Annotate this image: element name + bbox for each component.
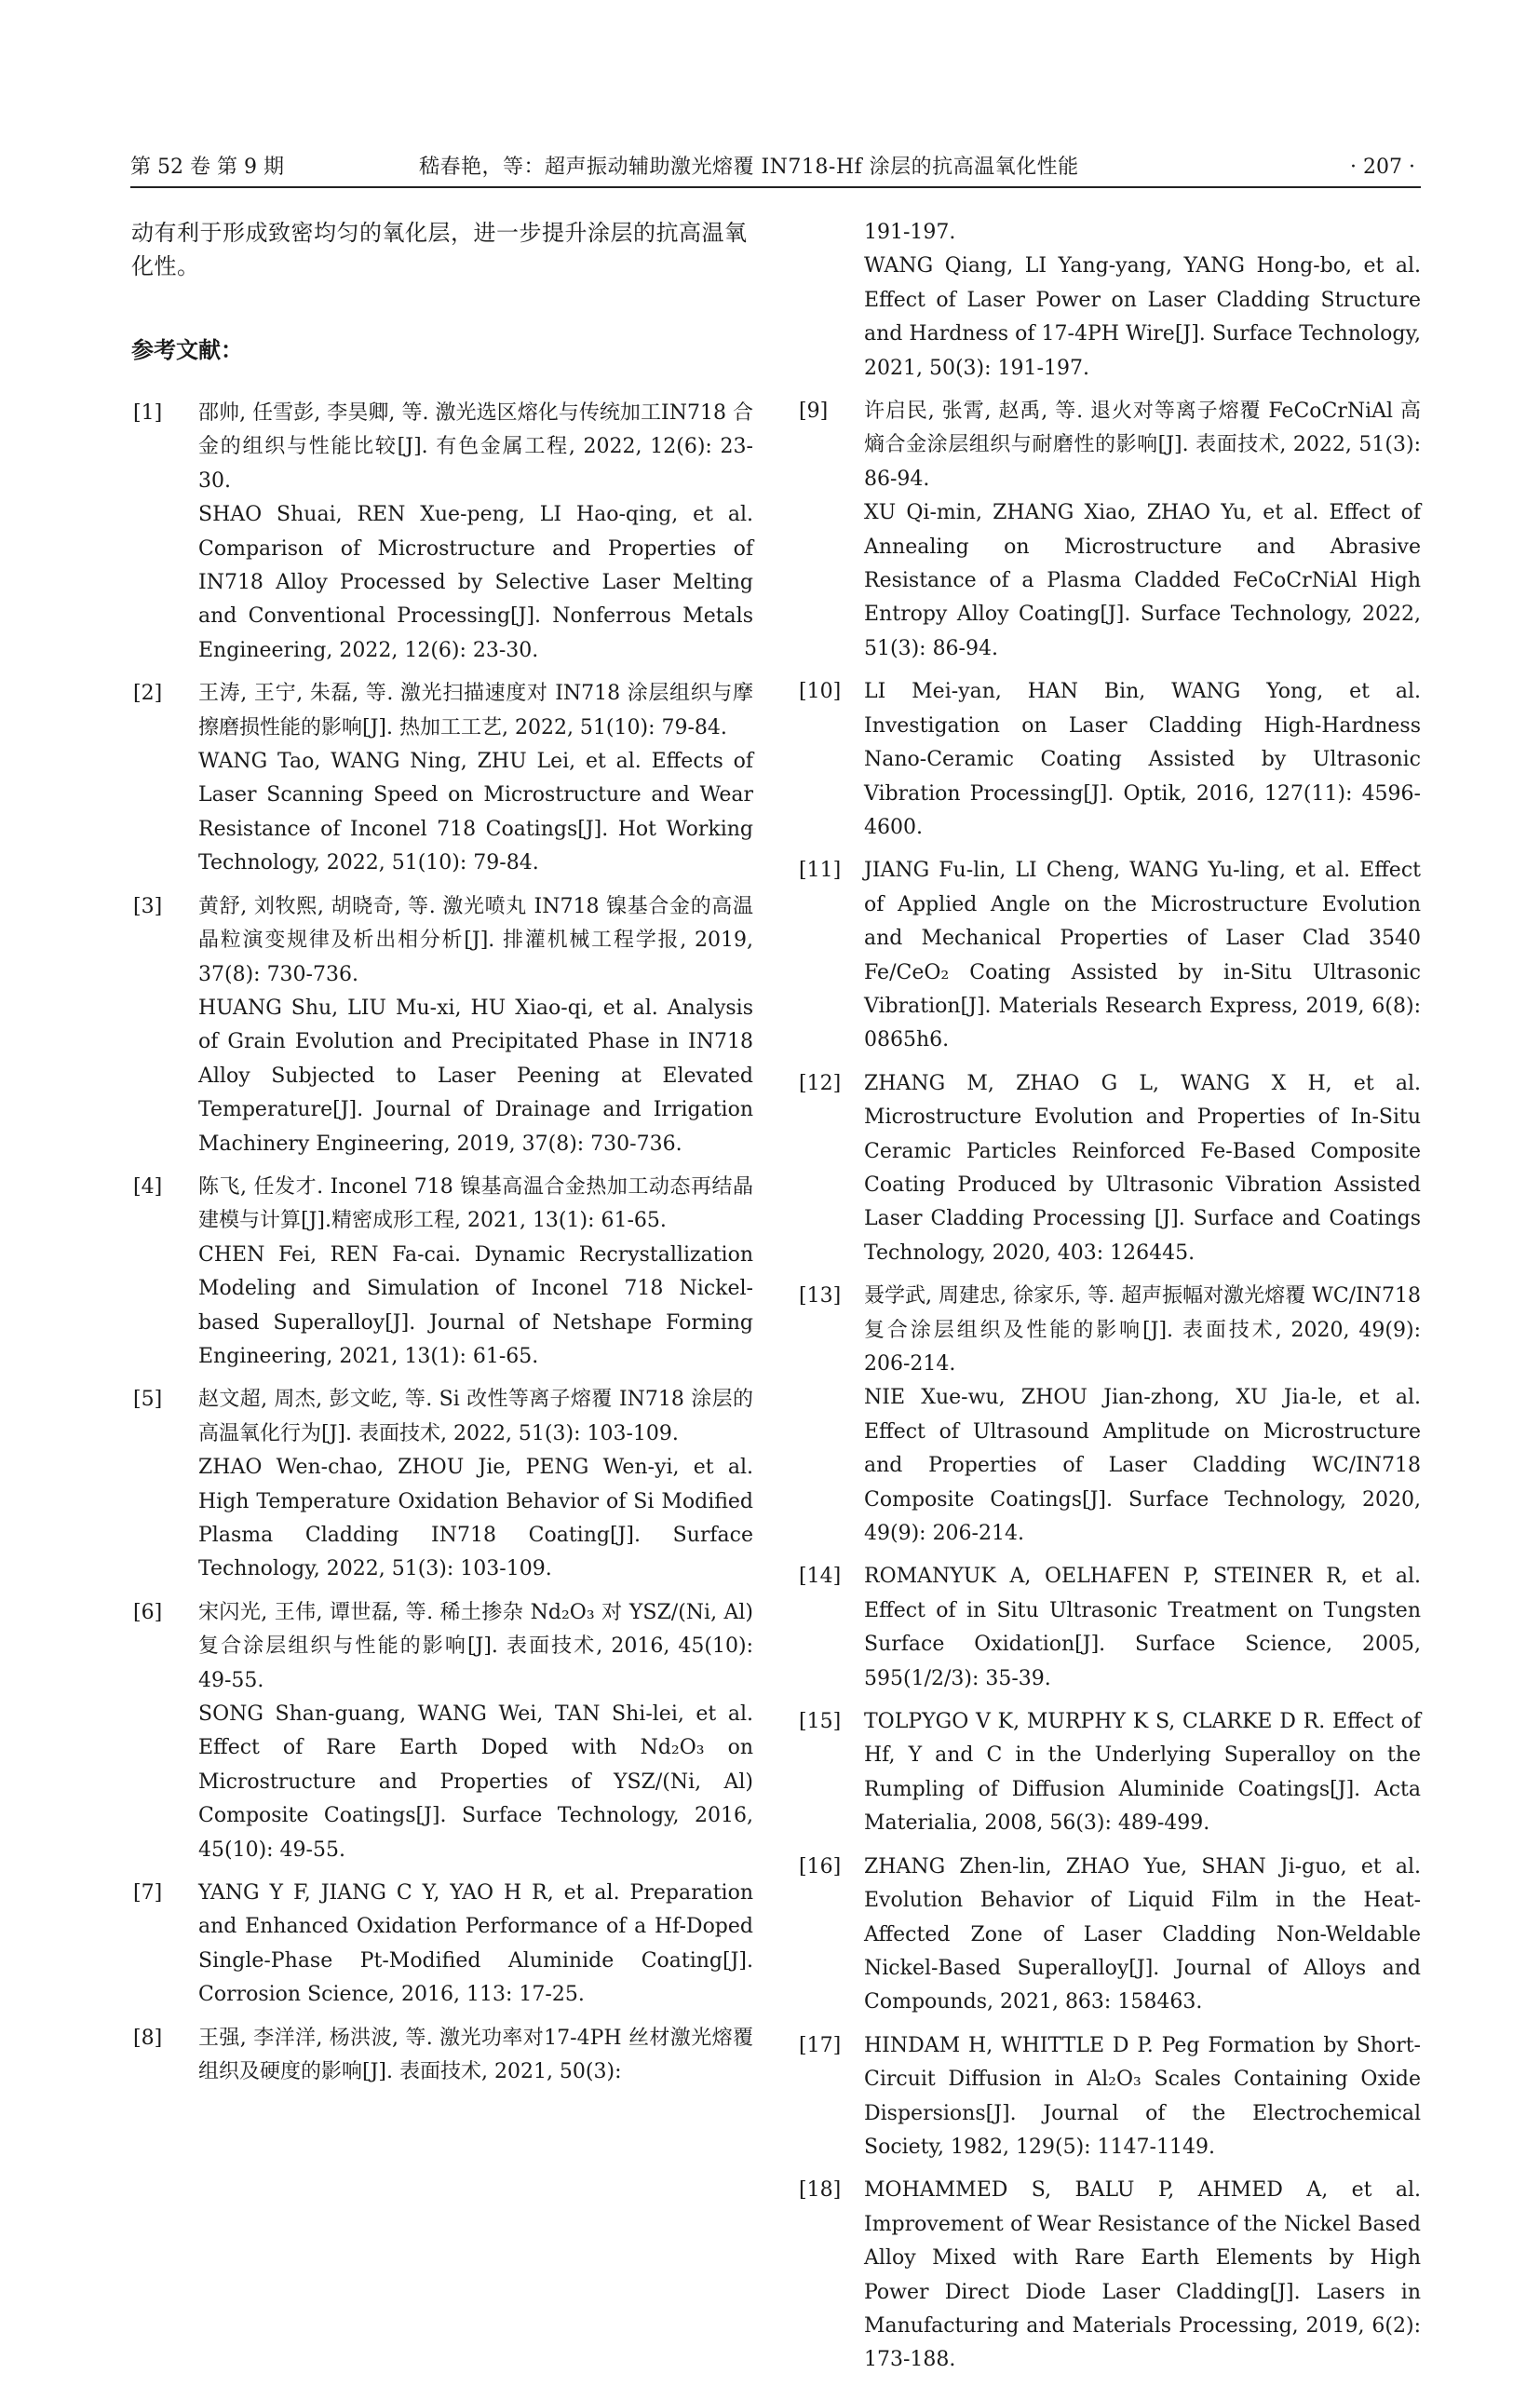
reference-english: XU Qi-min, ZHANG Xiao, ZHAO Yu, et al. Effect of Annealing on Microstructure and Abrasive Resistance of a Plasma Cladded FeCoCrNiAl High Entropy Alloy Coating[J]. Surface Technology, 2022, 51(3): 86-94. bbox=[864, 501, 1421, 660]
reference-chinese: 邵帅, 任雪彭, 李昊卿, 等. 激光选区熔化与传统加工IN718 合金的组织与性能比较[J]. 有色金属工程, 2022, 12(6): 23-30. bbox=[198, 401, 753, 493]
running-header bbox=[130, 149, 1421, 188]
reference-english: LI Mei-yan, HAN Bin, WANG Yong, et al. Investigation on Laser Cladding High-Hardness Nano-Ceramic Coating Assisted by Ultrasonic Vibration Processing[J]. Optik, 2016, 127(11): 4596-4600. bbox=[864, 680, 1421, 839]
reference-number: [18] bbox=[799, 2178, 842, 2203]
reference-chinese: 黄舒, 刘牧熙, 胡晓奇, 等. 激光喷丸 IN718 镍基合金的高温晶粒演变规律及析出相分析[J]. 排灌机械工程学报, 2019, 37(8): 730-736. bbox=[198, 894, 753, 986]
volume-issue: 第 52 卷 第 9 期 bbox=[130, 156, 284, 179]
reference-number: [6] bbox=[133, 1600, 163, 1624]
reference-item bbox=[797, 675, 1421, 845]
references-heading: 参考文献： bbox=[131, 336, 243, 363]
reference-english: ZHANG M, ZHAO G L, WANG X H, et al. Microstructure Evolution and Properties of In-Situ Ceramic Particles Reinforced Fe-Based Composite Coating Produced by Ultrasonic Vibration Assisted Laser Cladding Processing [J]. Surface and Coatings Technology, 2020, 403: 126445. bbox=[864, 1071, 1421, 1265]
reference-number: [13] bbox=[799, 1284, 842, 1309]
reference-continuation-en: WANG Qiang, LI Yang-yang, YANG Hong-bo, et al. Effect of Laser Power on Laser Cladding Structure and Hardness of 17-4PH Wire[J]. Surface Technology, 2021, 50(3): 191-197. bbox=[864, 254, 1421, 380]
reference-item bbox=[797, 395, 1421, 666]
reference-number: [15] bbox=[799, 1710, 842, 1734]
reference-chinese: 陈飞, 任发才. Inconel 718 镍基高温合金热加工动态再结晶建模与计算[J].精密成形工程, 2021, 13(1): 61-65. bbox=[198, 1174, 753, 1233]
reference-chinese: 宋闪光, 王伟, 谭世磊, 等. 稀土掺杂 Nd₂O₃ 对 YSZ/(Ni, Al)复合涂层组织与性能的影响[J]. 表面技术, 2016, 45(10): 49-55. bbox=[198, 1600, 753, 1692]
reference-item bbox=[131, 1383, 753, 1586]
reference-item bbox=[131, 890, 753, 1161]
reference-item bbox=[797, 1560, 1421, 1696]
reference-number: [17] bbox=[799, 2033, 842, 2057]
reference-item bbox=[131, 2022, 753, 2090]
reference-english: SHAO Shuai, REN Xue-peng, LI Hao-qing, et al. Comparison of Microstructure and Properties of IN718 Alloy Processed by Selective Laser Melting and Conventional Processing[J]. Nonferrous Metals Engineering, 2022, 12(6): 23-30. bbox=[198, 503, 753, 662]
reference-number: [1] bbox=[133, 401, 163, 425]
reference-number: [4] bbox=[133, 1174, 163, 1199]
reference-number: [2] bbox=[133, 682, 163, 706]
reference-number: [16] bbox=[799, 1854, 842, 1878]
left-column bbox=[131, 216, 753, 2099]
reference-english: WANG Tao, WANG Ning, ZHU Lei, et al. Effects of Laser Scanning Speed on Microstructure and Wear Resistance of Inconel 718 Coatings[J]. Hot Working Technology, 2022, 51(10): 79-84. bbox=[198, 750, 753, 875]
reference-english: HINDAM H, WHITTLE D P. Peg Formation by Short-Circuit Diffusion in Al₂O₃ Scales Containing Oxide Dispersions[J]. Journal of the Electrochemical Society, 1982, 129(5): 1147-1149. bbox=[864, 2033, 1421, 2159]
reference-item bbox=[797, 854, 1421, 1057]
reference-number: [14] bbox=[799, 1565, 842, 1589]
reference-english: ROMANYUK A, OELHAFEN P, STEINER R, et al. Effect of in Situ Ultrasonic Treatment on Tungsten Surface Oxidation[J]. Surface Science, 2005, 595(1/2/3): 35-39. bbox=[864, 1565, 1421, 1690]
reference-number: [11] bbox=[799, 859, 842, 883]
reference-item bbox=[131, 1877, 753, 2013]
reference-english: CHEN Fei, REN Fa-cai. Dynamic Recrystallization Modeling and Simulation of Inconel 718 Nickel-based Superalloy[J]. Journal of Netshape Forming Engineering, 2021, 13(1): 61-65. bbox=[198, 1242, 753, 1368]
reference-chinese: 聂学武, 周建忠, 徐家乐, 等. 超声振幅对激光熔覆 WC/IN718 复合涂层组织及性能的影响[J]. 表面技术, 2020, 49(9): 206-214. bbox=[864, 1284, 1421, 1376]
page-number: · 207 · bbox=[1350, 156, 1415, 179]
reference-english: ZHANG Zhen-lin, ZHAO Yue, SHAN Ji-guo, et al. Evolution Behavior of Liquid Film in the Heat-Affected Zone of Laser Cladding Non-Weldable Nickel-Based Superalloy[J]. Journal of Alloys and Compounds, 2021, 863: 158463. bbox=[864, 1854, 1421, 2014]
running-title: 嵇春艳，等：超声振动辅助激光熔覆 IN718-Hf 涂层的抗高温氧化性能 bbox=[419, 156, 1079, 179]
reference-item bbox=[131, 677, 753, 880]
reference-chinese: 王强, 李洋洋, 杨洪波, 等. 激光功率对17-4PH 丝材激光熔覆组织及硬度的影响[J]. 表面技术, 2021, 50(3): bbox=[198, 2026, 753, 2084]
reference-english: YANG Y F, JIANG C Y, YAO H R, et al. Preparation and Enhanced Oxidation Performance of a Hf-Doped Single-Phase Pt-Modified Aluminide Coating[J]. Corrosion Science, 2016, 113: 17-25. bbox=[198, 1881, 753, 2007]
reference-item bbox=[797, 1067, 1421, 1270]
reference-number: [7] bbox=[133, 1881, 163, 1906]
intro-paragraph: 动有利于形成致密均匀的氧化层，进一步提升涂层的抗高温氧化性。 bbox=[131, 220, 748, 279]
reference-number: [9] bbox=[799, 400, 829, 424]
reference-item bbox=[131, 1171, 753, 1374]
reference-item bbox=[131, 1596, 753, 1867]
reference-list-right bbox=[797, 395, 1421, 2378]
reference-number: [10] bbox=[799, 680, 842, 704]
reference-item bbox=[797, 1851, 1421, 2020]
reference-english: MOHAMMED S, BALU P, AHMED A, et al. Improvement of Wear Resistance of the Nickel Based Alloy Mixed with Rare Earth Elements by High Power Direct Diode Laser Cladding[J]. Lasers in Manufacturing and Materials Processing, 2019, 6(2): 173-188. bbox=[864, 2178, 1421, 2372]
reference-chinese: 许启民, 张霄, 赵禹, 等. 退火对等离子熔覆 FeCoCrNiAl 高熵合金涂层组织与耐磨性的影响[J]. 表面技术, 2022, 51(3): 86-94. bbox=[864, 400, 1421, 491]
right-column bbox=[797, 216, 1421, 2387]
reference-item bbox=[797, 2174, 1421, 2377]
reference-english: SONG Shan-guang, WANG Wei, TAN Shi-lei, et al. Effect of Rare Earth Doped with Nd₂O₃ on Microstructure and Properties of YSZ/(Ni, Al) Composite Coatings[J]. Surface Technology, 2016, 45(10): 49-55. bbox=[198, 1702, 753, 1862]
reference-chinese: 王涛, 王宁, 朱磊, 等. 激光扫描速度对 IN718 涂层组织与摩擦磨损性能的影响[J]. 热加工工艺, 2022, 51(10): 79-84. bbox=[198, 682, 753, 739]
reference-number: [5] bbox=[133, 1388, 163, 1412]
reference-english: TOLPYGO V K, MURPHY K S, CLARKE D R. Effect of Hf, Y and C in the Underlying Superalloy on the Rumpling of Diffusion Aluminide Coatings[J]. Acta Materialia, 2008, 56(3): 489-499. bbox=[864, 1710, 1421, 1836]
reference-continuation-zh: 191-197. bbox=[864, 221, 956, 244]
reference-chinese: 赵文超, 周杰, 彭文屹, 等. Si 改性等离子熔覆 IN718 涂层的高温氧化行为[J]. 表面技术, 2022, 51(3): 103-109. bbox=[198, 1388, 753, 1445]
reference-number: [8] bbox=[133, 2026, 163, 2050]
reference-number: [12] bbox=[799, 1071, 842, 1095]
reference-number: [3] bbox=[133, 894, 163, 918]
reference-english: HUANG Shu, LIU Mu-xi, HU Xiao-qi, et al. Analysis of Grain Evolution and Precipitated Phase in IN718 Alloy Subjected to Laser Peening at Elevated Temperature[J]. Journal of Drainage and Irrigation Machinery Engineering, 2019, 37(8): 730-736. bbox=[198, 996, 753, 1156]
reference-item bbox=[797, 1280, 1421, 1551]
reference-english: NIE Xue-wu, ZHOU Jian-zhong, XU Jia-le, et al. Effect of Ultrasound Amplitude on Microstructure and Properties of Laser Cladding WC/IN718 Composite Coatings[J]. Surface Technology, 2020, 49(9): 206-214. bbox=[864, 1386, 1421, 1546]
reference-english: ZHAO Wen-chao, ZHOU Jie, PENG Wen-yi, et al. High Temperature Oxidation Behavior of Si Modified Plasma Cladding IN718 Coating[J]. Surface Technology, 2022, 51(3): 103-109. bbox=[198, 1456, 753, 1581]
reference-item bbox=[131, 397, 753, 668]
reference-list-left bbox=[131, 397, 753, 2090]
reference-item bbox=[797, 1705, 1421, 1841]
reference-item bbox=[797, 2029, 1421, 2165]
reference-english: JIANG Fu-lin, LI Cheng, WANG Yu-ling, et al. Effect of Applied Angle on the Microstructure Evolution and Mechanical Properties of Laser Clad 3540 Fe/CeO₂ Coating Assisted by in-Situ Ultrasonic Vibration[J]. Materials Research Express, 2019, 6(8): 0865h6. bbox=[864, 859, 1421, 1052]
